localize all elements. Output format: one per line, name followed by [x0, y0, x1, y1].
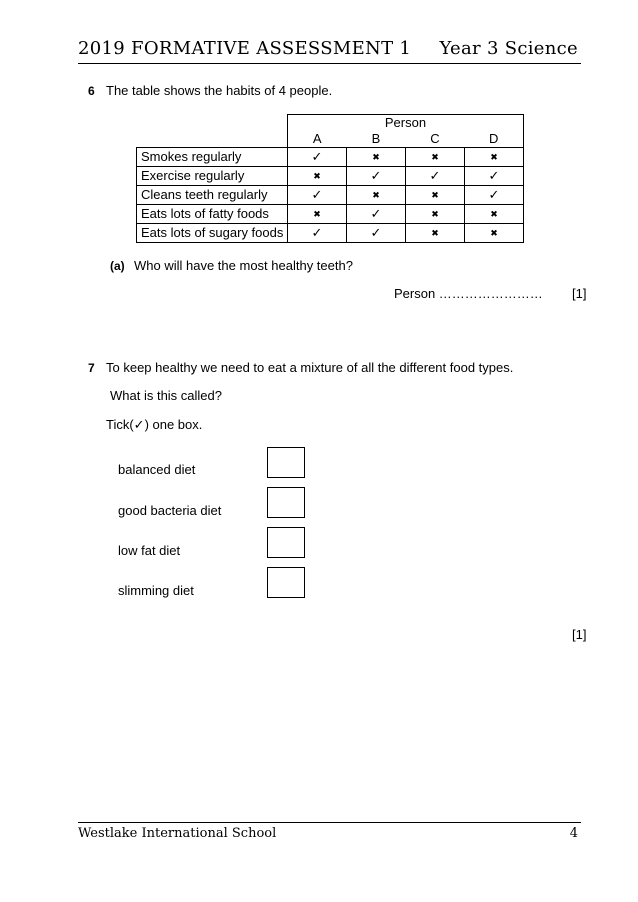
- question-7-marks: [1]: [572, 627, 587, 642]
- table-row: [137, 205, 524, 224]
- footer-school: Westlake International School: [78, 826, 277, 841]
- part-a-label: (a): [110, 259, 125, 273]
- cross-icon: ✖: [490, 153, 498, 163]
- cross-icon: ✖: [490, 229, 498, 239]
- mark-cell: [406, 148, 465, 167]
- habit-label: Exercise regularly: [137, 167, 288, 186]
- mark-cell: [406, 224, 465, 243]
- mark-cell: [288, 148, 347, 167]
- mark-cell: [347, 186, 406, 205]
- option-label-low-fat-diet: low fat diet: [118, 543, 181, 558]
- option-label-slimming-diet: slimming diet: [118, 583, 194, 598]
- option-label-good-bacteria-diet: good bacteria diet: [118, 503, 222, 518]
- part-a-marks: [1]: [572, 286, 587, 301]
- habit-label: Smokes regularly: [137, 148, 288, 167]
- mark-cell: [465, 224, 524, 243]
- mark-cell: [465, 167, 524, 186]
- tick-icon: ✓: [311, 225, 323, 241]
- page-header-subject: Year 3 Science: [439, 38, 578, 59]
- cross-icon: ✖: [431, 153, 439, 163]
- mark-cell: [465, 205, 524, 224]
- cross-icon: ✖: [490, 210, 498, 220]
- mark-cell: [288, 167, 347, 186]
- column-header-c: C: [430, 131, 440, 146]
- table-group-header: Person: [288, 115, 524, 132]
- mark-cell: [347, 167, 406, 186]
- habits-table: [136, 114, 524, 243]
- tick-icon: ✓: [370, 225, 382, 241]
- mark-cell: [288, 224, 347, 243]
- table-column-header-row: [137, 131, 524, 148]
- habit-label: Eats lots of sugary foods: [137, 224, 288, 243]
- table-row: [137, 167, 524, 186]
- tick-icon: ✓: [429, 168, 441, 184]
- tick-icon: ✓: [311, 149, 323, 165]
- question-6-text: The table shows the habits of 4 people.: [106, 83, 333, 98]
- mark-cell: [288, 205, 347, 224]
- mark-cell: [465, 148, 524, 167]
- mark-cell: [288, 186, 347, 205]
- option-label-balanced-diet: balanced diet: [118, 462, 196, 477]
- cross-icon: ✖: [431, 191, 439, 201]
- cross-icon: ✖: [372, 153, 380, 163]
- tick-icon: ✓: [370, 206, 382, 222]
- cross-icon: ✖: [313, 210, 321, 220]
- checkbox-good-bacteria-diet[interactable]: [267, 487, 305, 518]
- checkbox-slimming-diet[interactable]: [267, 567, 305, 598]
- question-7-number: 7: [88, 361, 95, 375]
- table-row: [137, 148, 524, 167]
- mark-cell: [347, 205, 406, 224]
- footer-page-number: 4: [569, 826, 578, 841]
- habit-label: Cleans teeth regularly: [137, 186, 288, 205]
- cross-icon: ✖: [431, 210, 439, 220]
- page-header-title: 2019 FORMATIVE ASSESSMENT 1: [78, 38, 412, 59]
- tick-icon: ✓: [370, 168, 382, 184]
- footer-rule: [78, 822, 581, 823]
- checkbox-low-fat-diet[interactable]: [267, 527, 305, 558]
- question-7-instruction: Tick(✓) one box.: [106, 417, 203, 432]
- mark-cell: [347, 148, 406, 167]
- habit-label: Eats lots of fatty foods: [137, 205, 288, 224]
- mark-cell: [347, 224, 406, 243]
- question-7-subtext: What is this called?: [110, 388, 222, 403]
- part-a-question: Who will have the most healthy teeth?: [134, 258, 353, 273]
- column-header-b: B: [371, 131, 381, 146]
- part-a-answer-line[interactable]: Person ……………………: [394, 286, 543, 301]
- column-header-a: A: [288, 131, 347, 148]
- header-rule: [78, 63, 581, 64]
- mark-cell: [406, 167, 465, 186]
- checkbox-balanced-diet[interactable]: [267, 447, 305, 478]
- table-group-header-row: [137, 115, 524, 132]
- table-row: [137, 224, 524, 243]
- cross-icon: ✖: [372, 191, 380, 201]
- column-header-d: D: [465, 131, 524, 148]
- table-row: [137, 186, 524, 205]
- tick-icon: ✓: [488, 168, 500, 184]
- mark-cell: [465, 186, 524, 205]
- cross-icon: ✖: [313, 172, 321, 182]
- tick-icon: ✓: [311, 187, 323, 203]
- question-7-text: To keep healthy we need to eat a mixture of all the different food types.: [106, 360, 514, 375]
- cross-icon: ✖: [431, 229, 439, 239]
- mark-cell: [406, 186, 465, 205]
- tick-icon: ✓: [488, 187, 500, 203]
- question-6-number: 6: [88, 84, 95, 98]
- mark-cell: [406, 205, 465, 224]
